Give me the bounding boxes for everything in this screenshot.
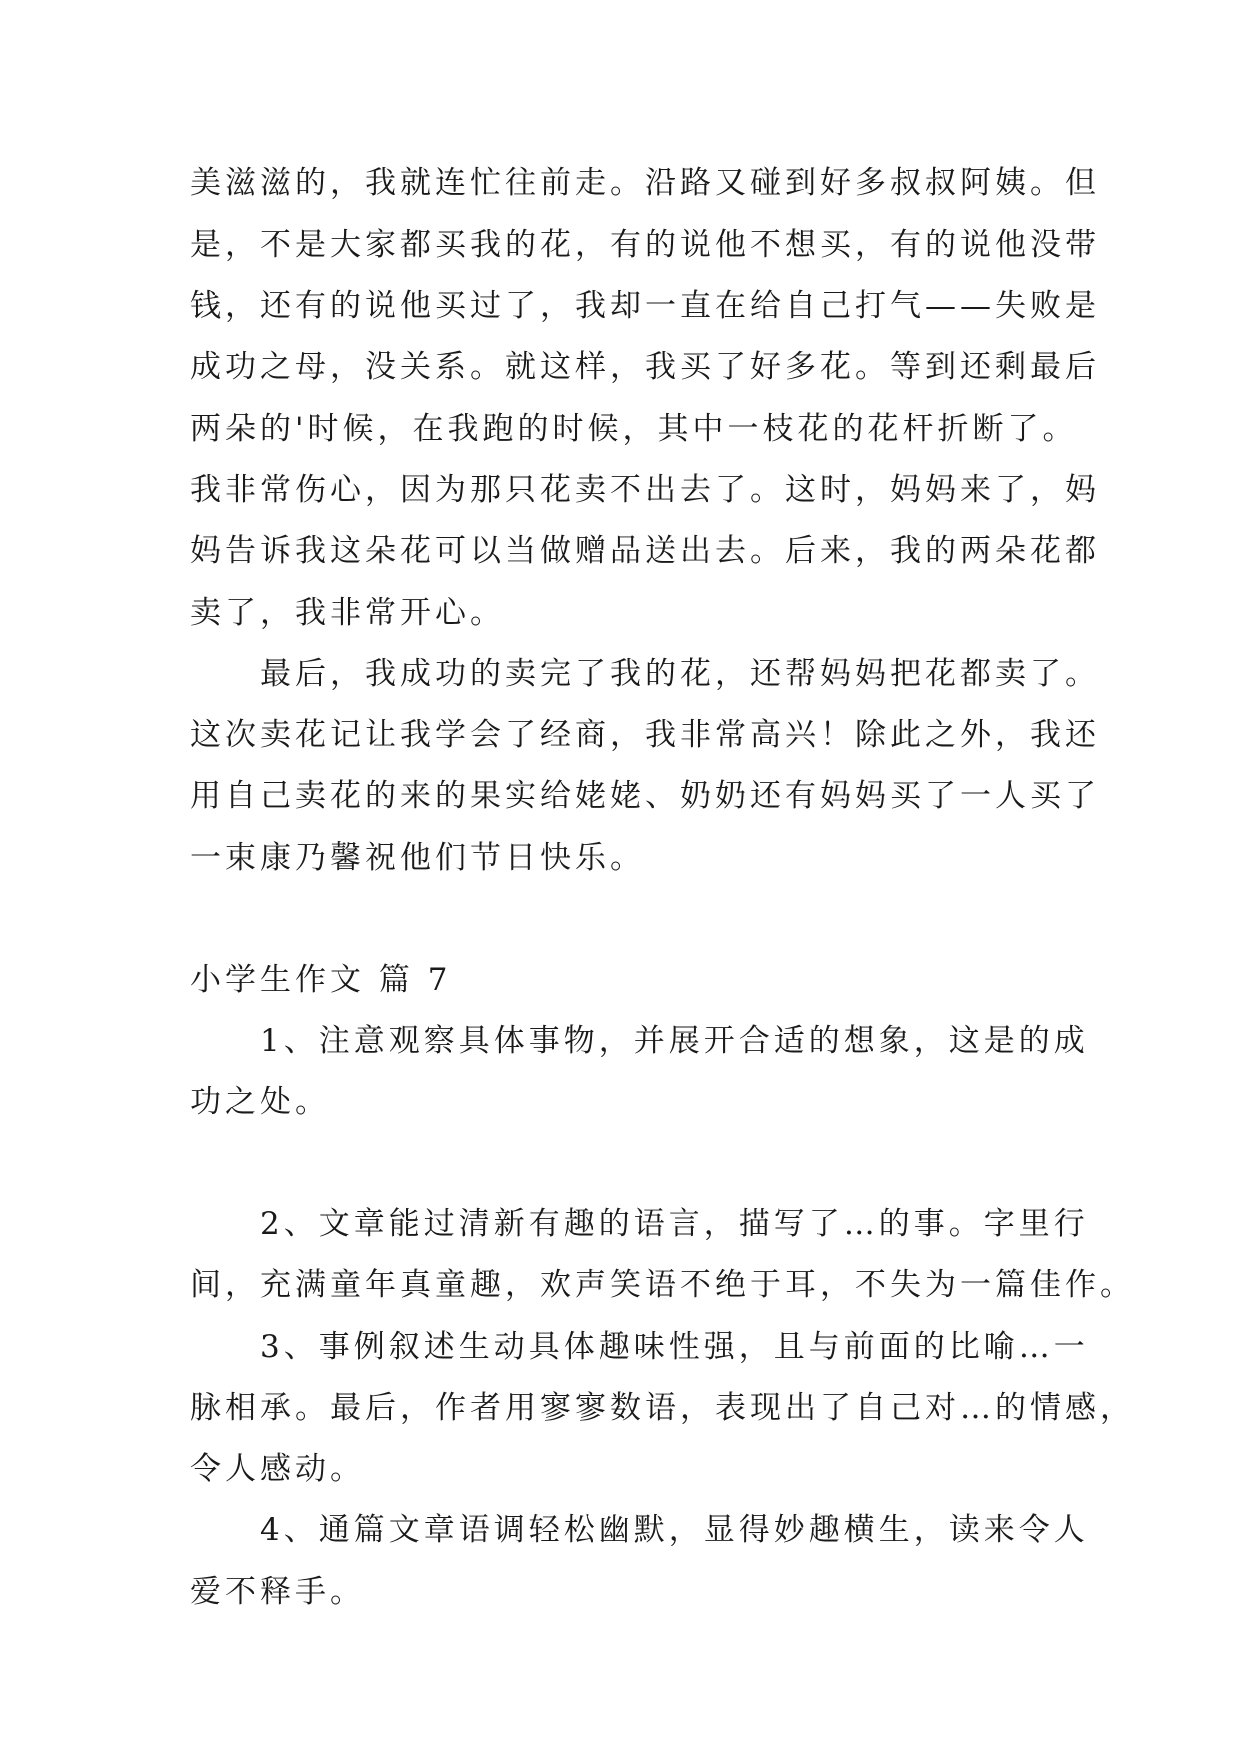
text-line: 是，不是大家都买我的花，有的说他不想买，有的说他没带 <box>190 227 1100 263</box>
text-line: 令人感动。 <box>190 1451 365 1487</box>
text-line: 我非常伤心，因为那只花卖不出去了。这时，妈妈来了，妈 <box>190 472 1100 508</box>
text-line: 4、通篇文章语调轻松幽默，显得妙趣横生，读来令人 <box>190 1512 1089 1548</box>
text-line: 妈告诉我这朵花可以当做赠品送出去。后来，我的两朵花都 <box>190 533 1100 569</box>
text-line: 成功之母，没关系。就这样，我买了好多花。等到还剩最后 <box>190 349 1100 385</box>
section-heading: 小学生作文 篇 7 <box>190 962 452 998</box>
text-line: 爱不释手。 <box>190 1574 365 1610</box>
text-line: 2、文章能过清新有趣的语言，描写了…的事。字里行 <box>190 1206 1089 1242</box>
text-line: 脉相承。最后，作者用寥寥数语，表现出了自己对…的情感， <box>190 1390 1135 1426</box>
text-line: 1、注意观察具体事物，并展开合适的想象，这是的成 <box>190 1023 1089 1059</box>
text-line: 一束康乃馨祝他们节日快乐。 <box>190 840 645 876</box>
text-line: 卖了，我非常开心。 <box>190 595 505 631</box>
text-line: 最后，我成功的卖完了我的花，还帮妈妈把花都卖了。 <box>190 656 1100 692</box>
text-line: 美滋滋的，我就连忙往前走。沿路又碰到好多叔叔阿姨。但 <box>190 165 1100 201</box>
text-line: 这次卖花记让我学会了经商，我非常高兴！除此之外，我还 <box>190 717 1100 753</box>
text-line: 两朵的'时候，在我跑的时候，其中一枝花的花杆折断了。 <box>190 411 1078 447</box>
text-line: 3、事例叙述生动具体趣味性强，且与前面的比喻…一 <box>190 1329 1089 1365</box>
text-line: 用自己卖花的来的果实给姥姥、奶奶还有妈妈买了一人买了 <box>190 778 1100 814</box>
text-line: 功之处。 <box>190 1084 330 1120</box>
text-line: 钱，还有的说他买过了，我却一直在给自己打气——失败是 <box>190 288 1100 324</box>
text-line: 间，充满童年真童趣，欢声笑语不绝于耳，不失为一篇佳作。 <box>190 1267 1135 1303</box>
